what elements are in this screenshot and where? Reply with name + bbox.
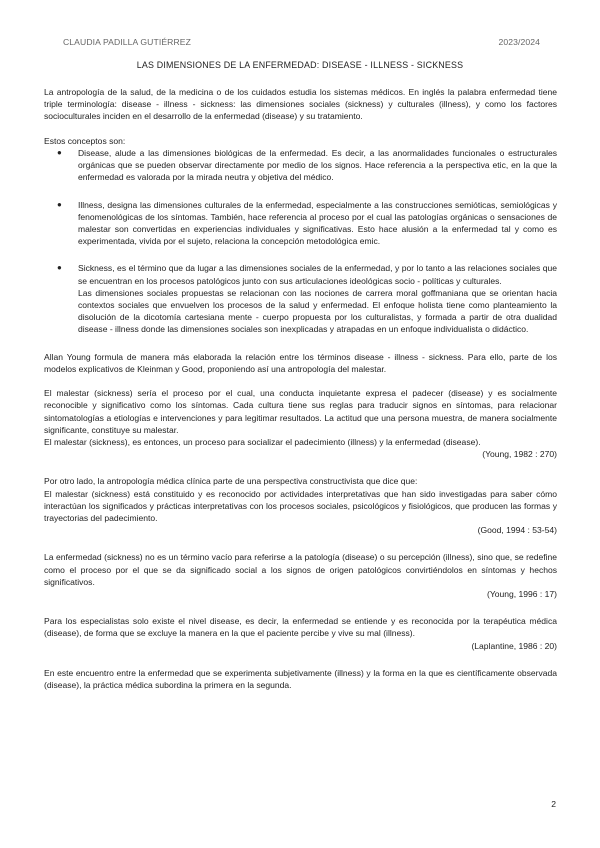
- young-intro-paragraph: Allan Young formula de manera más elaborada la relación entre los términos disease - illness - sickness. Para ello, parte de los modelos explicativos de Kleinman y Good, proponiendo así una antropología del malestar.: [44, 351, 557, 374]
- citation-laplantine-1986: (Laplantine, 1986 : 20): [471, 640, 557, 651]
- closing-paragraph: En este encuentro entre la enfermedad que se experimenta subjetivamente (illness) y la forma en la que es científicamente observada (disease), la práctica médica subordina la primera en la segunda.: [44, 667, 557, 691]
- list-item-text: Disease, alude a las dimensiones biológicas de la enfermedad. Es decir, a las anormalidades funcionales o estructurales orgánicas que se pueden observar directamente por medio de los signos. Hace referencia a la perspectiva etic, en la que la enfermedad es valorada por la mirada neutra y objetiva del médico.: [78, 148, 557, 183]
- list-item-text: Illness, designa las dimensiones culturales de la enfermedad, especialmente a las construcciones semióticas, semiológicas y fenomenológicas de los síntomas. También, hace referencia al proceso por el cual las patologías orgánicas o sensaciones de malestar son convertidas en experiencias individuales y significativas. Esto hace alusión a la enfermedad tal y como es experimentada, vivida por el sujeto, relaciona la concepción metodológica emic.: [78, 199, 557, 247]
- header-author: CLAUDIA PADILLA GUTIÉRREZ: [63, 37, 191, 47]
- young-quote-1: El malestar (sickness) sería el proceso por el cual, una conducta inquietante expresa el padecer (disease) y es socialmente reconocible y significativo como los síntomas. Cada cultura tiene sus reglas para traducir signos en síntomas, para relacionar sintomatologías a etiologías e intervenciones y para legitimar resultados. La actitud que una persona muestra, de manera socialmente significante, constituye su malestar.: [44, 388, 557, 435]
- laplantine-quote: Para los especialistas solo existe el nivel disease, es decir, la enfermedad se entiende y es reconocida por la terapéutica médica (disease), de forma que se excluye la manera en la que el paciente percibe y vive su mal (illness).: [44, 616, 557, 639]
- young-1996-quote: La enfermedad (sickness) no es un término vacío para referirse a la patología (disease) o su percepción (illness), sino que, se redefine como el proceso por el que se da significado social a los signos de origen patológicos convirtiéndolos en síntomas y hechos significativos.: [44, 552, 557, 587]
- bullet-icon: ●: [57, 263, 62, 273]
- citation-good-1994: (Good, 1994 : 53-54): [477, 525, 557, 536]
- bullet-icon: ●: [57, 148, 62, 157]
- list-item: [44, 147, 557, 184]
- page-title: LAS DIMENSIONES DE LA ENFERMEDAD: DISEASE - ILLNESS - SICKNESS: [136, 60, 464, 70]
- bullet-icon: ●: [57, 199, 62, 209]
- good-intro-paragraph: Por otro lado, la antropología médica clínica parte de una perspectiva constructivista que dice que:: [44, 476, 418, 487]
- list-item-text: Sickness, es el término que da lugar a las dimensiones sociales de la enfermedad, y por lo tanto a las relaciones sociales que se encuentran en los procesos patológicos junto con sus articulaciones ideológicas socio - políticas y culturales.: [78, 263, 557, 286]
- header-year: 2023/2024: [498, 37, 540, 47]
- citation-young-1996: (Young, 1996 : 17): [486, 589, 557, 600]
- intro-paragraph: La antropología de la salud, de la medicina o de los cuidados estudia los sistemas médicos. En inglés la palabra enfermedad tiene triple terminología: disease - illness - sickness: las dimensiones sociales (sickness) y culturales (illness), y como los factores socioculturales inciden en el desarrollo de la enfermedad (disease) y su tratamiento.: [44, 87, 557, 122]
- young-quote-2: El malestar (sickness), es entonces, un proceso para socializar el padecimiento (illness) y la enfermedad (disease).: [44, 437, 481, 448]
- good-quote: El malestar (sickness) está constituido y es reconocido por actividades interpretativas que han sido investigadas para saber cómo interactúan los significados y prácticas interpretativas con los procesos sociales, psicológicos y fisiológicos, que producen las formas y trayectorias del padecimiento.: [44, 488, 557, 524]
- list-item: [44, 199, 557, 248]
- concepts-intro: Estos conceptos son:: [44, 135, 126, 146]
- list-item: [44, 262, 557, 335]
- concepts-list: [44, 147, 557, 336]
- document-body: [44, 86, 557, 691]
- page-number: 2: [551, 799, 556, 809]
- list-item-text-continued: Las dimensiones sociales propuestas se relacionan con las nociones de carrera moral goffmaniana que se orientan hacia contextos sociales que envuelven los procesos de la salud y enfermedad. El enfoque holista tiene como planteamiento la disolución de la dicotomía cartesiana mente - cuerpo propuesta por los culturalistas, y formada a partir de otra dualidad disease - illness donde las dimensiones sociales son inexplicadas y atrapadas en un enfoque individualista o didáctico.: [78, 287, 557, 335]
- citation-young-1982: (Young, 1982 : 270): [482, 449, 557, 460]
